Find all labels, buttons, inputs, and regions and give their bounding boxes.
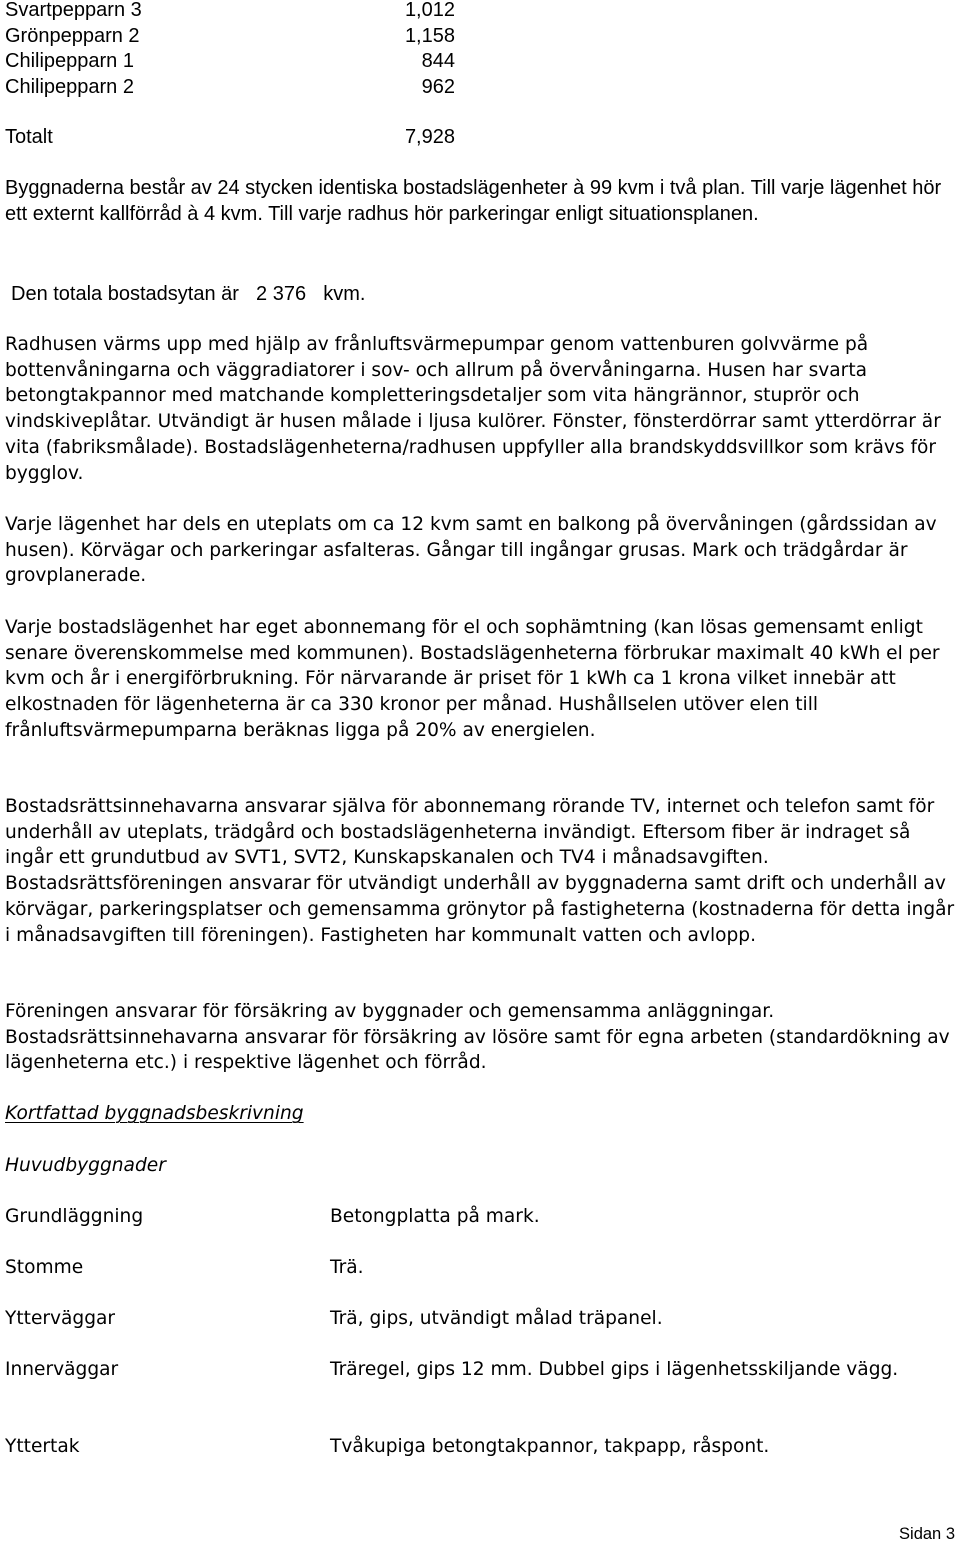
total-value: 7,928 <box>404 126 455 148</box>
insurance-paragraph: Föreningen ansvarar för försäkring av byggnader och gemensamma anläggningar. Bostadsrättsinnehavarna ansvarar för försäkring av lösöre samt för egna arbeten (standardökning av lägenheterna etc.) i respektive lägenhet och förråd. <box>5 1001 950 1074</box>
spec-label: Grundläggning <box>5 1206 144 1227</box>
row-label: Grönpepparn 2 <box>5 24 140 47</box>
row-value: 1,158 <box>404 24 455 47</box>
spec-value: Trä. <box>330 1257 364 1278</box>
page-number: Sidan 3 <box>899 1525 955 1543</box>
total-row <box>5 125 455 151</box>
table-row <box>5 75 455 101</box>
spec-label: Ytterväggar <box>5 1308 116 1329</box>
row-label: Svartpepparn 3 <box>5 0 142 21</box>
row-label: Chilipepparn 1 <box>5 50 134 72</box>
electricity-paragraph: Varje bostadslägenhet har eget abonnemang för el och sophämtning (kan lösas gemensamt enligt senare överenskommelse med kommunen). Bostadslägenheterna förbrukar maximalt 40 kWh el per kvm och år i energiförbrukning. För närvarande är priset för 1 kWh ca 1 krona vilket innebär att elkostnaden för lägenheterna är ca 330 kronor per månad. Hushållselen utöver elen till frånluftsvärmepumparna beräknas ligga på 20% av energielen. <box>5 617 940 741</box>
outdoor-paragraph: Varje lägenhet har dels en uteplats om ca 12 kvm samt en balkong på övervåningen (gårdssidan av husen). Körvägar och parkeringar asfalteras. Gångar till ingångar grusas. Mark och trädgårdar är grovplanerade. <box>5 514 937 587</box>
total-label: Totalt <box>5 126 53 148</box>
spec-label: Stomme <box>5 1257 84 1278</box>
heating-paragraph: Radhusen värms upp med hjälp av frånluftsvärmepumpar genom vattenburen golvvärme på bottenvåningarna och väggradiatorer i sov- och allrum på övervåningarna. Husen har svarta betongtakpannor med matchande kompletteringsdetaljer som vita hängrännor, stuprör och vindskiveplåtar. Utvändigt är husen målade i ljusa kulörer. Fönster, fönsterdörrar samt ytterdörrar är vita (fabriksmålade). Bostadslägenheterna/radhusen uppfyller alla brandskyddsvillkor som krävs för bygglov. <box>5 334 941 484</box>
table-row <box>5 49 455 75</box>
row-label: Chilipepparn 2 <box>5 75 134 98</box>
total-area-label: Den totala bostadsytan är <box>11 283 239 305</box>
spec-label: Innerväggar <box>5 1359 119 1380</box>
table-row <box>5 0 455 24</box>
services-paragraph: Bostadsrättsinnehavarna ansvarar själva för abonnemang rörande TV, internet och telefon samt för underhåll av uteplats, trädgård och bostadslägenheterna invändigt. Eftersom fiber är indraget så ingår ett grundutbud av SVT1, SVT2, Kunskapskanalen och TV4 i månadsavgiften. Bostadsrättsföreningen ansvarar för utvändigt underhåll av byggnaderna samt drift och underhåll av körvägar, parkeringsplatser och gemensamma grönytor på fastigheterna (kostnaderna för detta ingår i månadsavgiften till föreningen). Fastigheten har kommunalt vatten och avlopp. <box>5 796 955 946</box>
total-area-value: 2 376 <box>256 283 307 305</box>
spec-value: Tvåkupiga betongtakpannor, takpapp, råspont. <box>330 1436 770 1457</box>
table-row <box>5 24 455 50</box>
section-heading: Kortfattad byggnadsbeskrivning <box>5 1103 304 1124</box>
spec-label: Yttertak <box>5 1436 80 1457</box>
row-value: 1,012 <box>404 0 455 21</box>
spec-value: Betongplatta på mark. <box>330 1206 540 1227</box>
total-area-unit: kvm. <box>323 283 366 305</box>
spec-value: Trä, gips, utvändigt målad träpanel. <box>330 1308 663 1329</box>
buildings-paragraph: Byggnaderna består av 24 stycken identiska bostadslägenheter à 99 kvm i två plan. Till varje lägenhet hör ett externt kallförråd à 4 kvm. Till varje radhus hör parkeringar enligt situationsplanen. <box>5 177 942 225</box>
row-value: 844 <box>421 50 455 72</box>
total-area-line <box>11 282 365 308</box>
spec-value: Träregel, gips 12 mm. Dubbel gips i lägenhetsskiljande vägg. <box>330 1359 899 1380</box>
section-subheading: Huvudbyggnader <box>5 1155 166 1176</box>
row-value: 962 <box>421 75 455 98</box>
